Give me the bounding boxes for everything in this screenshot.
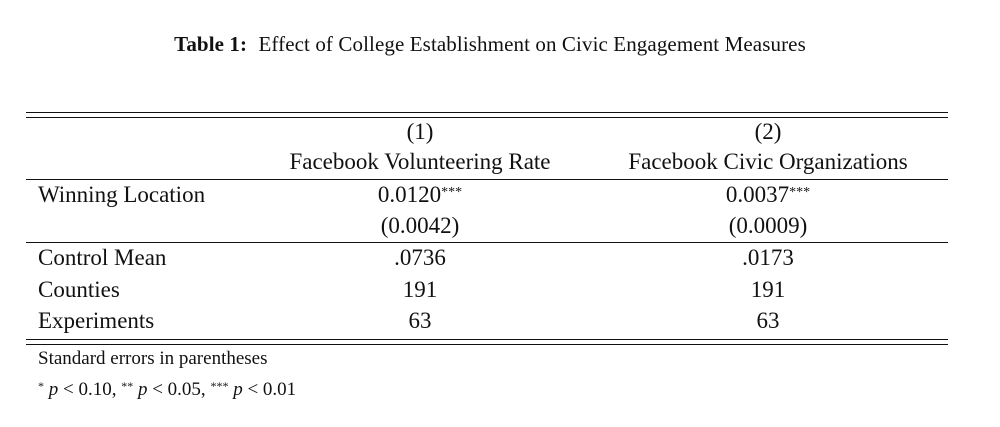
sig-threshold-2: < 0.05, bbox=[152, 379, 206, 400]
sig-threshold-3: < 0.01 bbox=[247, 379, 297, 400]
table-cell: 191 bbox=[750, 277, 786, 302]
row-label: Winning Location bbox=[38, 182, 206, 207]
significance-stars: *** bbox=[789, 185, 811, 200]
sig-p-2: p bbox=[137, 379, 148, 400]
table-cell: 63 bbox=[756, 308, 780, 333]
column-header-1: Facebook Volunteering Rate bbox=[289, 149, 551, 174]
bottom-rule-second bbox=[26, 344, 948, 345]
table-cell: 191 bbox=[402, 277, 438, 302]
standard-error-cell: (0.0009) bbox=[728, 213, 808, 238]
coefficient-cell bbox=[260, 180, 580, 210]
sig-star-2: ** bbox=[121, 379, 134, 393]
column-header-2: Facebook Civic Organizations bbox=[628, 149, 908, 174]
table-row bbox=[26, 306, 948, 336]
significance-stars: *** bbox=[441, 185, 463, 200]
top-rule bbox=[26, 112, 948, 113]
row-label: Counties bbox=[38, 277, 120, 302]
bottom-rule bbox=[26, 339, 948, 340]
column-number-2: (2) bbox=[754, 119, 782, 144]
table-row bbox=[26, 211, 948, 241]
table-caption bbox=[0, 32, 980, 57]
table-row bbox=[26, 243, 948, 273]
table-cell: .0173 bbox=[742, 245, 794, 270]
table-row bbox=[26, 275, 948, 305]
sig-p-1: p bbox=[48, 379, 59, 400]
significance-note bbox=[38, 378, 296, 402]
sig-star-1: * bbox=[38, 379, 44, 393]
sig-p-3: p bbox=[233, 379, 243, 400]
table-row bbox=[26, 180, 948, 210]
row-label: Experiments bbox=[38, 308, 155, 333]
sig-threshold-1: < 0.10, bbox=[63, 379, 117, 400]
coefficient-cell bbox=[602, 180, 934, 210]
table-cell: .0736 bbox=[394, 245, 446, 270]
column-number-1: (1) bbox=[406, 119, 434, 144]
coefficient-value: 0.0037 bbox=[725, 182, 790, 207]
sig-star-3: *** bbox=[210, 379, 229, 393]
caption-title: Effect of College Establishment on Civic Engagement Measures bbox=[258, 32, 806, 56]
header-name-row bbox=[26, 147, 948, 177]
table-cell: 63 bbox=[408, 308, 432, 333]
coefficient-value: 0.0120 bbox=[377, 182, 442, 207]
row-label: Control Mean bbox=[38, 245, 167, 270]
standard-error-note: Standard errors in parentheses bbox=[38, 348, 268, 369]
header-number-row bbox=[26, 117, 948, 147]
standard-error-cell: (0.0042) bbox=[380, 213, 460, 238]
caption-label: Table 1: bbox=[174, 32, 248, 56]
